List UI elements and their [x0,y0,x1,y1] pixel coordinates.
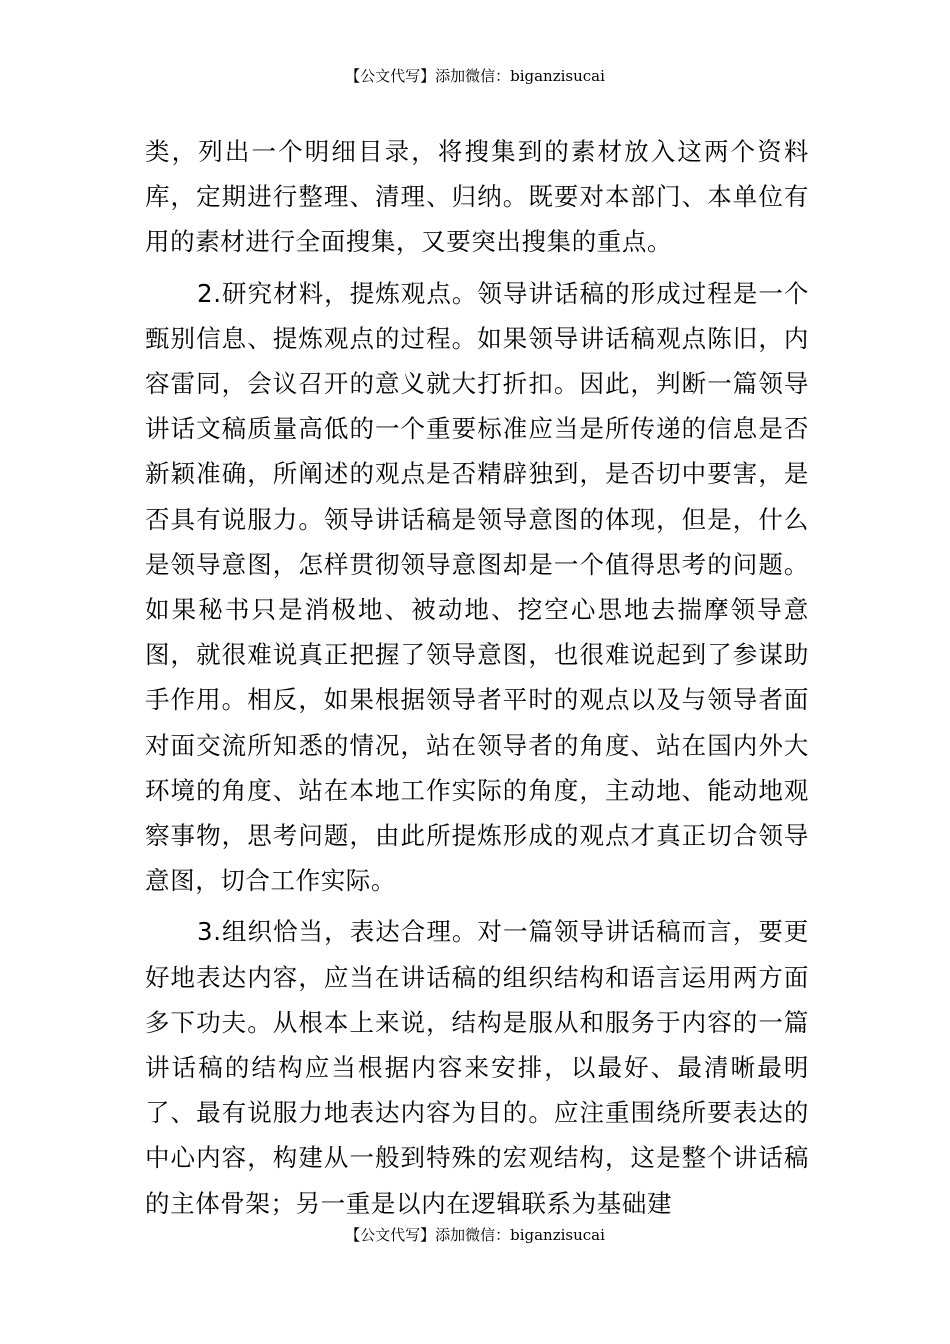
paragraph-continued: 类，列出一个明细目录，将搜集到的素材放入这两个资料库，定期进行整理、清理、归纳。既要对本部门、本单位有用的素材进行全面搜集，又要突出搜集的重点。 [145,137,809,257]
page-header: 【公文代写】添加微信：biganzisucai [345,67,605,85]
paragraph-organization: 3.组织恰当，表达合理。对一篇领导讲话稿而言，要更好地表达内容，应当在讲话稿的组织结构和语言运用两方面多下功夫。从根本上来说，结构是服从和服务于内容的一篇讲话稿的结构应当根据内容来安排，以最好、最清晰最明了、最有说服力地表达内容为目的。应注重围绕所要表达的中心内容，构建从一般到特殊的宏观结构，这是整个讲话稿的主体骨架；另一重是以内在逻辑联系为基础建 [145,917,809,1218]
paragraph-research-materials: 2.研究材料，提炼观点。领导讲话稿的形成过程是一个甄别信息、提炼观点的过程。如果领导讲话稿观点陈旧，内容雷同，会议召开的意义就大打折扣。因此，判断一篇领导讲话文稿质量高低的一个重要标准应当是所传递的信息是否新颖准确，所阐述的观点是否精辟独到，是否切中要害，是否具有说服力。领导讲话稿是领导意图的体现，但是，什么是领导意图，怎样贯彻领导意图却是一个值得思考的问题。如果秘书只是消极地、被动地、挖空心思地去揣摩领导意图，就很难说真正把握了领导意图，也很难说起到了参谋助手作用。相反，如果根据领导者平时的观点以及与领导者面对面交流所知悉的情况，站在领导者的角度、站在国内外大环境的角度、站在本地工作实际的角度，主动地、能动地观察事物，思考问题，由此所提炼形成的观点才真正切合领导意图，切合工作实际。 [145,278,809,896]
document-body [145,129,809,1232]
page-footer: 【公文代写】添加微信：biganzisucai [345,1226,605,1244]
